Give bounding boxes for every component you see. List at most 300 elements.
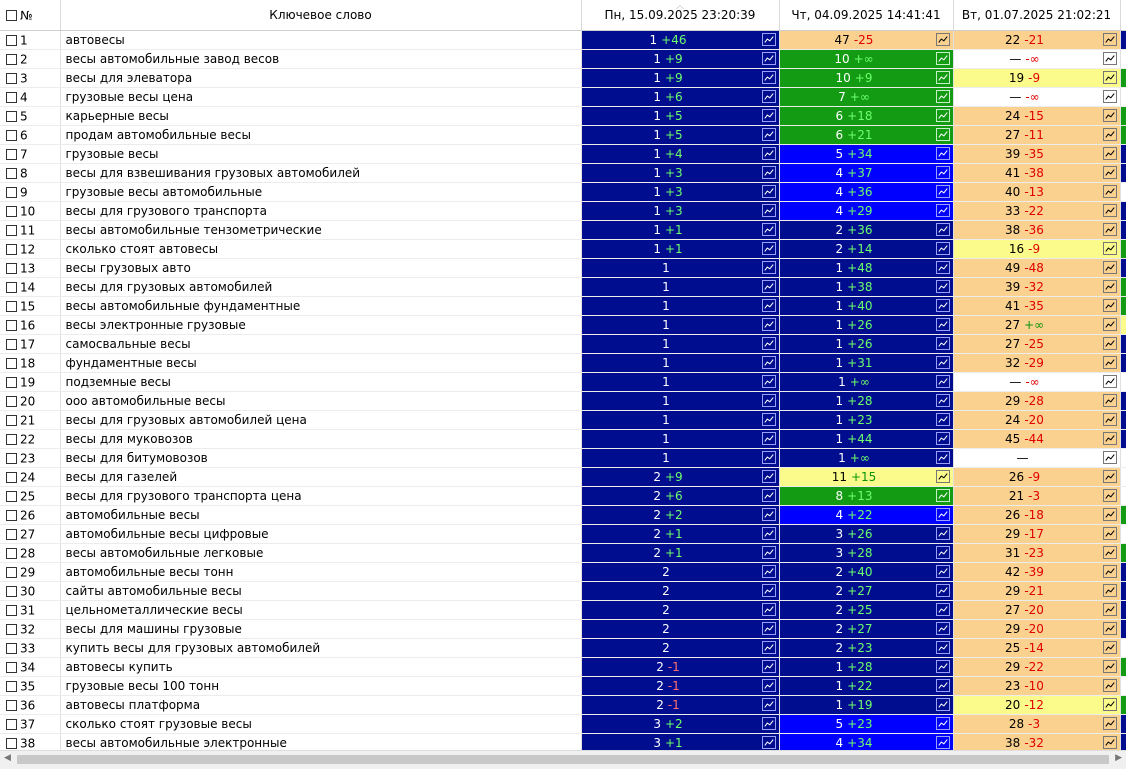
chart-icon[interactable] <box>1103 90 1117 103</box>
table-row[interactable] <box>0 107 1126 126</box>
table-row[interactable] <box>0 240 1126 259</box>
rank-cell[interactable] <box>581 202 779 221</box>
rank-cell[interactable] <box>779 69 953 88</box>
chart-icon[interactable] <box>762 261 776 274</box>
chart-icon[interactable] <box>1103 318 1117 331</box>
chart-icon[interactable] <box>762 223 776 236</box>
chart-icon[interactable] <box>1103 736 1117 749</box>
chart-icon[interactable] <box>762 717 776 730</box>
chart-icon[interactable] <box>936 128 950 141</box>
keyword-cell[interactable]: ооо автомобильные весы <box>60 392 581 411</box>
rank-cell[interactable] <box>953 658 1120 677</box>
row-checkbox[interactable] <box>6 92 17 103</box>
rank-cell[interactable] <box>581 31 779 50</box>
rank-cell[interactable] <box>953 183 1120 202</box>
row-checkbox[interactable] <box>6 491 17 502</box>
rank-cell[interactable] <box>779 373 953 392</box>
rank-cell[interactable] <box>953 126 1120 145</box>
row-checkbox[interactable] <box>6 282 17 293</box>
keyword-cell[interactable]: купить весы для грузовых автомобилей <box>60 639 581 658</box>
rank-cell[interactable] <box>779 696 953 715</box>
chart-icon[interactable] <box>762 204 776 217</box>
keyword-cell[interactable]: весы для газелей <box>60 468 581 487</box>
chart-icon[interactable] <box>936 318 950 331</box>
table-row[interactable] <box>0 183 1126 202</box>
table-row[interactable] <box>0 278 1126 297</box>
num-header[interactable] <box>0 0 60 31</box>
chart-icon[interactable] <box>762 128 776 141</box>
rank-cell[interactable] <box>779 677 953 696</box>
row-checkbox[interactable] <box>6 548 17 559</box>
chart-icon[interactable] <box>936 641 950 654</box>
rank-cell[interactable] <box>779 563 953 582</box>
keyword-cell[interactable]: весы для элеватора <box>60 69 581 88</box>
chart-icon[interactable] <box>762 242 776 255</box>
rank-cell[interactable] <box>581 734 779 751</box>
rank-cell[interactable] <box>779 259 953 278</box>
rank-cell[interactable] <box>779 620 953 639</box>
scroll-right-icon[interactable]: ▶ <box>1115 753 1122 763</box>
table-row[interactable] <box>0 69 1126 88</box>
chart-icon[interactable] <box>762 109 776 122</box>
chart-icon[interactable] <box>936 147 950 160</box>
chart-icon[interactable] <box>1103 432 1117 445</box>
rank-cell[interactable] <box>953 601 1120 620</box>
chart-icon[interactable] <box>1103 565 1117 578</box>
rank-cell[interactable] <box>953 69 1120 88</box>
chart-icon[interactable] <box>762 166 776 179</box>
rank-cell[interactable] <box>779 525 953 544</box>
row-checkbox[interactable] <box>6 719 17 730</box>
rank-cell[interactable] <box>779 392 953 411</box>
rank-cell[interactable] <box>581 639 779 658</box>
chart-icon[interactable] <box>1103 166 1117 179</box>
chart-icon[interactable] <box>936 432 950 445</box>
rank-cell[interactable] <box>953 50 1120 69</box>
row-checkbox[interactable] <box>6 396 17 407</box>
rank-cell[interactable] <box>779 335 953 354</box>
row-checkbox[interactable] <box>6 662 17 673</box>
rank-cell[interactable] <box>953 354 1120 373</box>
chart-icon[interactable] <box>936 394 950 407</box>
chart-icon[interactable] <box>1103 375 1117 388</box>
keyword-cell[interactable]: весы грузовых авто <box>60 259 581 278</box>
row-checkbox[interactable] <box>6 358 17 369</box>
keyword-cell[interactable]: грузовые весы <box>60 145 581 164</box>
row-checkbox[interactable] <box>6 624 17 635</box>
table-row[interactable] <box>0 221 1126 240</box>
row-checkbox[interactable] <box>6 168 17 179</box>
date-header-2[interactable] <box>779 0 953 31</box>
chart-icon[interactable] <box>1103 128 1117 141</box>
row-checkbox[interactable] <box>6 529 17 540</box>
chart-icon[interactable] <box>936 109 950 122</box>
row-checkbox[interactable] <box>6 206 17 217</box>
keyword-cell[interactable]: весы для битумовозов <box>60 449 581 468</box>
chart-icon[interactable] <box>936 413 950 426</box>
chart-icon[interactable] <box>762 489 776 502</box>
rank-cell[interactable] <box>581 487 779 506</box>
rank-cell[interactable] <box>779 164 953 183</box>
rank-cell[interactable] <box>779 582 953 601</box>
rank-cell[interactable] <box>779 411 953 430</box>
row-checkbox[interactable] <box>6 415 17 426</box>
rank-cell[interactable] <box>779 316 953 335</box>
rank-cell[interactable] <box>779 715 953 734</box>
rank-cell[interactable] <box>779 544 953 563</box>
rank-cell[interactable] <box>581 563 779 582</box>
scroll-thumb[interactable] <box>17 755 1109 764</box>
rank-cell[interactable] <box>953 278 1120 297</box>
rank-cell[interactable] <box>581 50 779 69</box>
keyword-cell[interactable]: сколько стоят автовесы <box>60 240 581 259</box>
rank-cell[interactable] <box>581 316 779 335</box>
rank-cell[interactable] <box>581 506 779 525</box>
chart-icon[interactable] <box>936 451 950 464</box>
chart-icon[interactable] <box>1103 717 1117 730</box>
rank-cell[interactable] <box>581 582 779 601</box>
rank-cell[interactable] <box>779 88 953 107</box>
chart-icon[interactable] <box>1103 508 1117 521</box>
row-checkbox[interactable] <box>6 301 17 312</box>
table-row[interactable] <box>0 202 1126 221</box>
rank-cell[interactable] <box>581 601 779 620</box>
keyword-cell[interactable]: весы для грузовых автомобилей <box>60 278 581 297</box>
row-checkbox[interactable] <box>6 700 17 711</box>
rank-cell[interactable] <box>953 449 1120 468</box>
rank-cell[interactable] <box>581 278 779 297</box>
rank-cell[interactable] <box>953 411 1120 430</box>
chart-icon[interactable] <box>936 280 950 293</box>
table-row[interactable] <box>0 297 1126 316</box>
chart-icon[interactable] <box>762 527 776 540</box>
chart-icon[interactable] <box>1103 71 1117 84</box>
chart-icon[interactable] <box>762 698 776 711</box>
rank-cell[interactable] <box>953 506 1120 525</box>
keyword-cell[interactable]: автомобильные весы тонн <box>60 563 581 582</box>
rank-cell[interactable] <box>953 240 1120 259</box>
rank-cell[interactable] <box>953 715 1120 734</box>
chart-icon[interactable] <box>762 451 776 464</box>
keyword-cell[interactable]: сайты автомобильные весы <box>60 582 581 601</box>
keyword-cell[interactable]: продам автомобильные весы <box>60 126 581 145</box>
table-row[interactable] <box>0 411 1126 430</box>
row-checkbox[interactable] <box>6 681 17 692</box>
rank-cell[interactable] <box>953 335 1120 354</box>
chart-icon[interactable] <box>1103 641 1117 654</box>
keyword-cell[interactable]: весы для грузового транспорта цена <box>60 487 581 506</box>
rank-cell[interactable] <box>779 221 953 240</box>
chart-icon[interactable] <box>936 679 950 692</box>
keyword-cell[interactable]: весы автомобильные завод весов <box>60 50 581 69</box>
horizontal-scrollbar[interactable] <box>0 750 1126 769</box>
chart-icon[interactable] <box>936 166 950 179</box>
row-checkbox[interactable] <box>6 586 17 597</box>
row-checkbox[interactable] <box>6 187 17 198</box>
table-row[interactable] <box>0 487 1126 506</box>
chart-icon[interactable] <box>936 717 950 730</box>
chart-icon[interactable] <box>936 242 950 255</box>
table-row[interactable] <box>0 50 1126 69</box>
rank-cell[interactable] <box>953 677 1120 696</box>
chart-icon[interactable] <box>762 432 776 445</box>
rank-cell[interactable] <box>779 639 953 658</box>
table-row[interactable] <box>0 468 1126 487</box>
keyword-cell[interactable]: подземные весы <box>60 373 581 392</box>
rank-cell[interactable] <box>581 335 779 354</box>
table-row[interactable] <box>0 430 1126 449</box>
chart-icon[interactable] <box>762 356 776 369</box>
row-checkbox[interactable] <box>6 377 17 388</box>
chart-icon[interactable] <box>936 261 950 274</box>
rank-cell[interactable] <box>953 544 1120 563</box>
chart-icon[interactable] <box>1103 185 1117 198</box>
rank-cell[interactable] <box>953 259 1120 278</box>
rank-cell[interactable] <box>581 221 779 240</box>
row-checkbox[interactable] <box>6 643 17 654</box>
chart-icon[interactable] <box>936 622 950 635</box>
keyword-cell[interactable]: весы для машины грузовые <box>60 620 581 639</box>
chart-icon[interactable] <box>762 470 776 483</box>
rank-cell[interactable] <box>953 430 1120 449</box>
rank-cell[interactable] <box>779 430 953 449</box>
table-row[interactable] <box>0 734 1126 751</box>
table-row[interactable] <box>0 449 1126 468</box>
table-row[interactable] <box>0 88 1126 107</box>
chart-icon[interactable] <box>1103 223 1117 236</box>
rank-cell[interactable] <box>581 88 779 107</box>
row-checkbox[interactable] <box>6 35 17 46</box>
rank-cell[interactable] <box>581 354 779 373</box>
rank-cell[interactable] <box>581 259 779 278</box>
row-checkbox[interactable] <box>6 453 17 464</box>
chart-icon[interactable] <box>936 584 950 597</box>
keyword-cell[interactable]: цельнометаллические весы <box>60 601 581 620</box>
table-row[interactable] <box>0 658 1126 677</box>
chart-icon[interactable] <box>1103 280 1117 293</box>
rank-cell[interactable] <box>581 107 779 126</box>
row-checkbox[interactable] <box>6 263 17 274</box>
row-checkbox[interactable] <box>6 225 17 236</box>
row-checkbox[interactable] <box>6 54 17 65</box>
chart-icon[interactable] <box>762 603 776 616</box>
rank-cell[interactable] <box>581 126 779 145</box>
rank-cell[interactable] <box>581 696 779 715</box>
rank-cell[interactable] <box>581 373 779 392</box>
scroll-left-icon[interactable]: ◀ <box>4 753 11 763</box>
rank-cell[interactable] <box>779 50 953 69</box>
rank-cell[interactable] <box>581 145 779 164</box>
chart-icon[interactable] <box>1103 698 1117 711</box>
chart-icon[interactable] <box>1103 109 1117 122</box>
chart-icon[interactable] <box>936 698 950 711</box>
rank-cell[interactable] <box>779 449 953 468</box>
rank-cell[interactable] <box>779 183 953 202</box>
chart-icon[interactable] <box>1103 299 1117 312</box>
chart-icon[interactable] <box>936 204 950 217</box>
chart-icon[interactable] <box>936 508 950 521</box>
chart-icon[interactable] <box>1103 413 1117 426</box>
row-checkbox[interactable] <box>6 111 17 122</box>
chart-icon[interactable] <box>936 33 950 46</box>
rank-cell[interactable] <box>953 487 1120 506</box>
table-row[interactable] <box>0 544 1126 563</box>
chart-icon[interactable] <box>936 736 950 749</box>
chart-icon[interactable] <box>1103 451 1117 464</box>
rank-cell[interactable] <box>779 202 953 221</box>
chart-icon[interactable] <box>936 299 950 312</box>
chart-icon[interactable] <box>762 185 776 198</box>
keyword-cell[interactable]: автовесы платформа <box>60 696 581 715</box>
rank-cell[interactable] <box>953 392 1120 411</box>
keyword-cell[interactable]: грузовые весы 100 тонн <box>60 677 581 696</box>
keyword-cell[interactable]: автовесы купить <box>60 658 581 677</box>
rank-cell[interactable] <box>581 69 779 88</box>
row-checkbox[interactable] <box>6 472 17 483</box>
date-header-1[interactable] <box>581 0 779 31</box>
chart-icon[interactable] <box>1103 679 1117 692</box>
rank-cell[interactable] <box>953 31 1120 50</box>
rank-cell[interactable] <box>953 145 1120 164</box>
rank-cell[interactable] <box>779 126 953 145</box>
chart-icon[interactable] <box>1103 584 1117 597</box>
rank-cell[interactable] <box>581 183 779 202</box>
table-row[interactable] <box>0 601 1126 620</box>
table-row[interactable] <box>0 164 1126 183</box>
chart-icon[interactable] <box>936 470 950 483</box>
table-row[interactable] <box>0 335 1126 354</box>
chart-icon[interactable] <box>762 280 776 293</box>
rank-cell[interactable] <box>581 715 779 734</box>
keyword-cell[interactable]: весы для взвешивания грузовых автомобилей <box>60 164 581 183</box>
chart-icon[interactable] <box>762 546 776 559</box>
row-checkbox[interactable] <box>6 510 17 521</box>
rank-cell[interactable] <box>953 107 1120 126</box>
chart-icon[interactable] <box>936 489 950 502</box>
rank-cell[interactable] <box>953 468 1120 487</box>
chart-icon[interactable] <box>936 565 950 578</box>
rank-cell[interactable] <box>581 411 779 430</box>
table-row[interactable] <box>0 373 1126 392</box>
chart-icon[interactable] <box>762 622 776 635</box>
row-checkbox[interactable] <box>6 434 17 445</box>
keyword-cell[interactable]: весы автомобильные тензометрические <box>60 221 581 240</box>
select-all-checkbox[interactable] <box>6 10 17 21</box>
rank-cell[interactable] <box>953 202 1120 221</box>
rank-cell[interactable] <box>581 544 779 563</box>
rank-cell[interactable] <box>779 297 953 316</box>
rank-cell[interactable] <box>779 601 953 620</box>
chart-icon[interactable] <box>762 413 776 426</box>
chart-icon[interactable] <box>1103 527 1117 540</box>
chart-icon[interactable] <box>762 337 776 350</box>
row-checkbox[interactable] <box>6 605 17 616</box>
table-row[interactable] <box>0 145 1126 164</box>
keyword-cell[interactable]: сколько стоят грузовые весы <box>60 715 581 734</box>
chart-icon[interactable] <box>762 52 776 65</box>
rank-cell[interactable] <box>779 278 953 297</box>
chart-icon[interactable] <box>762 641 776 654</box>
chart-icon[interactable] <box>1103 603 1117 616</box>
row-checkbox[interactable] <box>6 73 17 84</box>
chart-icon[interactable] <box>762 147 776 160</box>
rank-cell[interactable] <box>581 677 779 696</box>
chart-icon[interactable] <box>936 223 950 236</box>
keyword-cell[interactable]: грузовые весы автомобильные <box>60 183 581 202</box>
keyword-cell[interactable]: весы для грузового транспорта <box>60 202 581 221</box>
chart-icon[interactable] <box>1103 204 1117 217</box>
table-row[interactable] <box>0 392 1126 411</box>
rank-cell[interactable] <box>581 468 779 487</box>
chart-icon[interactable] <box>936 527 950 540</box>
chart-icon[interactable] <box>1103 52 1117 65</box>
chart-icon[interactable] <box>936 52 950 65</box>
chart-icon[interactable] <box>1103 356 1117 369</box>
chart-icon[interactable] <box>1103 242 1117 255</box>
rank-cell[interactable] <box>779 31 953 50</box>
keyword-cell[interactable]: карьерные весы <box>60 107 581 126</box>
rank-cell[interactable] <box>581 430 779 449</box>
table-row[interactable] <box>0 31 1126 50</box>
table-row[interactable] <box>0 525 1126 544</box>
chart-icon[interactable] <box>936 603 950 616</box>
rank-cell[interactable] <box>779 734 953 751</box>
chart-icon[interactable] <box>1103 546 1117 559</box>
table-row[interactable] <box>0 506 1126 525</box>
chart-icon[interactable] <box>1103 470 1117 483</box>
rank-cell[interactable] <box>779 487 953 506</box>
chart-icon[interactable] <box>936 71 950 84</box>
table-row[interactable] <box>0 696 1126 715</box>
chart-icon[interactable] <box>762 584 776 597</box>
chart-icon[interactable] <box>762 71 776 84</box>
keyword-cell[interactable]: весы электронные грузовые <box>60 316 581 335</box>
chart-icon[interactable] <box>762 375 776 388</box>
keyword-cell[interactable]: грузовые весы цена <box>60 88 581 107</box>
chart-icon[interactable] <box>1103 261 1117 274</box>
keyword-cell[interactable]: весы для грузовых автомобилей цена <box>60 411 581 430</box>
table-row[interactable] <box>0 582 1126 601</box>
table-row[interactable] <box>0 259 1126 278</box>
row-checkbox[interactable] <box>6 339 17 350</box>
rank-cell[interactable] <box>953 373 1120 392</box>
table-row[interactable] <box>0 563 1126 582</box>
rank-cell[interactable] <box>953 221 1120 240</box>
chart-icon[interactable] <box>762 90 776 103</box>
row-checkbox[interactable] <box>6 567 17 578</box>
keyword-cell[interactable]: автомобильные весы цифровые <box>60 525 581 544</box>
keyword-cell[interactable]: весы автомобильные фундаментные <box>60 297 581 316</box>
chart-icon[interactable] <box>936 356 950 369</box>
rank-cell[interactable] <box>581 240 779 259</box>
chart-icon[interactable] <box>762 660 776 673</box>
rank-cell[interactable] <box>953 563 1120 582</box>
keyword-cell[interactable]: автовесы <box>60 31 581 50</box>
table-row[interactable] <box>0 715 1126 734</box>
chart-icon[interactable] <box>762 565 776 578</box>
date-header-3[interactable] <box>953 0 1120 31</box>
chart-icon[interactable] <box>762 33 776 46</box>
chart-icon[interactable] <box>1103 33 1117 46</box>
chart-icon[interactable] <box>762 736 776 749</box>
rank-cell[interactable] <box>581 525 779 544</box>
chart-icon[interactable] <box>936 337 950 350</box>
chart-icon[interactable] <box>1103 147 1117 160</box>
keyword-cell[interactable]: автомобильные весы <box>60 506 581 525</box>
keyword-cell[interactable]: весы автомобильные электронные <box>60 734 581 751</box>
rank-cell[interactable] <box>953 639 1120 658</box>
table-row[interactable] <box>0 639 1126 658</box>
